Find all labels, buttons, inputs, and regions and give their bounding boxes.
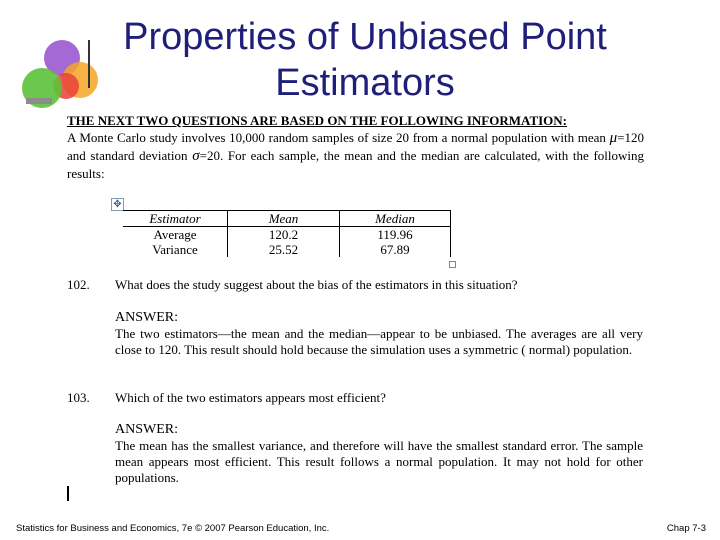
header-mean: Mean (228, 211, 340, 227)
table-move-handle-icon[interactable]: ✥ (111, 198, 124, 211)
answer-103 (115, 422, 643, 486)
question-text: What does the study suggest about the bias of the estimators in this situation? (115, 277, 518, 292)
intro-part3: . For each sample, the mean and the median are calculated, with the following results: (67, 148, 645, 181)
mean-cell: 25.52 (228, 242, 340, 257)
footer-page-number: Chap 7-3 (666, 523, 706, 534)
slide-title (100, 14, 630, 106)
logo-gray-bar (26, 98, 52, 104)
sigma-value: 20 (206, 148, 220, 163)
question-text: Which of the two estimators appears most efficient? (115, 390, 386, 405)
mu-symbol: μ (609, 130, 618, 146)
answer-text: The mean has the smallest variance, and therefore will have the smallest standard error. The sample mean appears most efficient. This result follows a normal population. It may not hold for other populations. (115, 438, 643, 485)
footer-copyright: Statistics for Business and Economics, 7e © 2007 Pearson Education, Inc. (16, 523, 330, 534)
text-cursor (67, 486, 69, 501)
row-label: Average (153, 227, 197, 242)
question-103 (67, 390, 644, 406)
logo-vertical-line (88, 40, 90, 88)
median-cell: 119.96 (340, 227, 451, 243)
slide-logo (16, 40, 106, 112)
slide-title-line1: Properties of Unbiased Point (123, 16, 607, 58)
sigma-equals-sign: = (199, 148, 207, 163)
mu-value: 120 (624, 130, 644, 145)
question-number: 102. (67, 277, 90, 292)
answer-text: The two estimators—the mean and the median—appear to be unbiased. The averages are all very close to 120. This result should hold because the simulation uses a symmetric ( normal) population. (115, 326, 643, 357)
doc-intro (67, 129, 644, 182)
question-102 (67, 277, 644, 293)
slide-title-line2: Estimators (275, 62, 455, 104)
header-median: Median (340, 211, 451, 227)
header-estimator: Estimator (123, 211, 228, 227)
answer-label: ANSWER: (115, 310, 178, 325)
table-resize-handle[interactable] (449, 261, 456, 268)
question-number: 103. (67, 390, 90, 405)
median-cell: 67.89 (340, 242, 451, 257)
sigma-symbol: σ (192, 148, 200, 164)
row-label: Variance (152, 242, 198, 257)
intro-part1: A Monte Carlo study involves 10,000 random samples of size 20 from a normal population with mean (67, 130, 606, 145)
table-row (123, 242, 451, 257)
estimator-table (123, 210, 451, 257)
answer-102 (115, 310, 643, 358)
mu-equals-sign: = (617, 130, 625, 145)
answer-label: ANSWER: (115, 422, 178, 437)
intro-part2: and standard deviation (67, 148, 188, 163)
mean-cell: 120.2 (228, 227, 340, 243)
doc-heading: THE NEXT TWO QUESTIONS ARE BASED ON THE FOLLOWING INFORMATION: (67, 113, 567, 128)
scanned-document (67, 112, 644, 182)
table-row (123, 227, 451, 243)
